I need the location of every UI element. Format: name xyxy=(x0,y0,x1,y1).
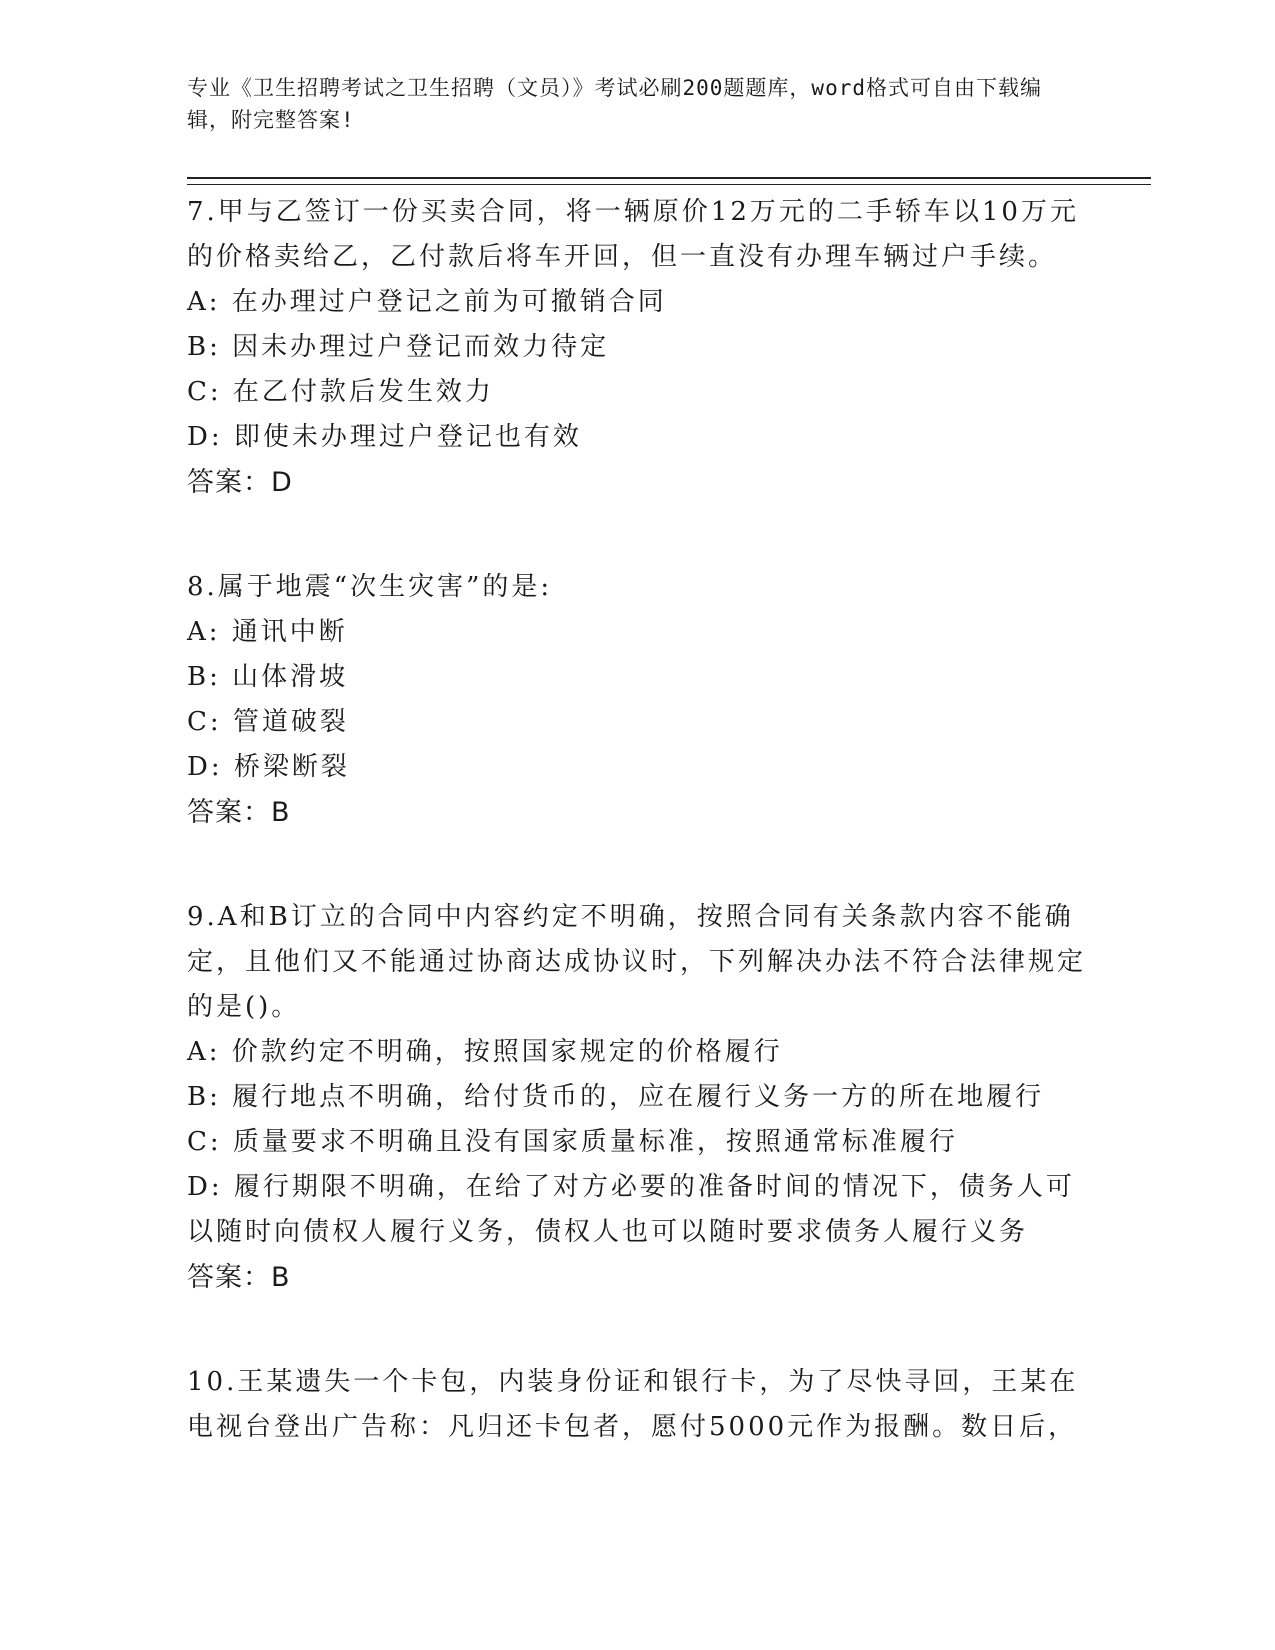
option-c: C: 质量要求不明确且没有国家质量标准，按照通常标准履行 xyxy=(187,1127,958,1157)
option-b: B: 履行地点不明确，给付货币的，应在履行义务一方的所在地履行 xyxy=(187,1082,1045,1112)
option-b: B: 因未办理过户登记而效力待定 xyxy=(187,332,610,362)
option-b: B: 山体滑坡 xyxy=(187,662,349,692)
header-divider-thin xyxy=(187,184,1151,185)
answer-label: 答案：B xyxy=(187,797,291,828)
question-stem: 10.王某遗失一个卡包，内装身份证和银行卡，为了尽快寻回，王某在电视台登出广告称：凡归还卡包者，愿付5000元作为报酬。数日后， xyxy=(187,1367,1079,1442)
option-a: A: 在办理过户登记之前为可撤销合同 xyxy=(187,287,667,317)
question-8 xyxy=(187,565,1087,835)
header-divider-thick xyxy=(187,177,1151,179)
question-7 xyxy=(187,190,1087,505)
option-d: D: 履行期限不明确，在给了对方必要的准备时间的情况下，债务人可以随时向债权人履行义务，债权人也可以随时要求债务人履行义务 xyxy=(187,1172,1075,1247)
question-list xyxy=(187,190,1087,1450)
question-stem: 8.属于地震“次生灾害”的是: xyxy=(187,572,553,602)
document-header: 专业《卫生招聘考试之卫生招聘（文员）》考试必刷200题题库，word格式可自由下载编辑，附完整答案! xyxy=(187,76,1042,132)
option-c: C: 在乙付款后发生效力 xyxy=(187,377,494,407)
spacer xyxy=(187,835,1087,895)
option-d: D: 即使未办理过户登记也有效 xyxy=(187,422,582,452)
question-9 xyxy=(187,895,1087,1300)
answer-label: 答案：B xyxy=(187,1262,291,1293)
question-10 xyxy=(187,1360,1087,1450)
option-a: A: 价款约定不明确，按照国家规定的价格履行 xyxy=(187,1037,783,1067)
question-stem: 9.A和B订立的合同中内容约定不明确，按照合同有关条款内容不能确定，且他们又不能通过协商达成协议时，下列解决办法不符合法律规定的是()。 xyxy=(187,902,1087,1022)
spacer xyxy=(187,1300,1087,1360)
question-stem: 7.甲与乙签订一份买卖合同，将一辆原价12万元的二手轿车以10万元的价格卖给乙，乙付款后将车开回，但一直没有办理车辆过户手续。 xyxy=(187,197,1079,272)
option-c: C: 管道破裂 xyxy=(187,707,349,737)
spacer xyxy=(187,505,1087,565)
option-a: A: 通讯中断 xyxy=(187,617,348,647)
answer-label: 答案：D xyxy=(187,467,293,498)
option-d: D: 桥梁断裂 xyxy=(187,752,350,782)
